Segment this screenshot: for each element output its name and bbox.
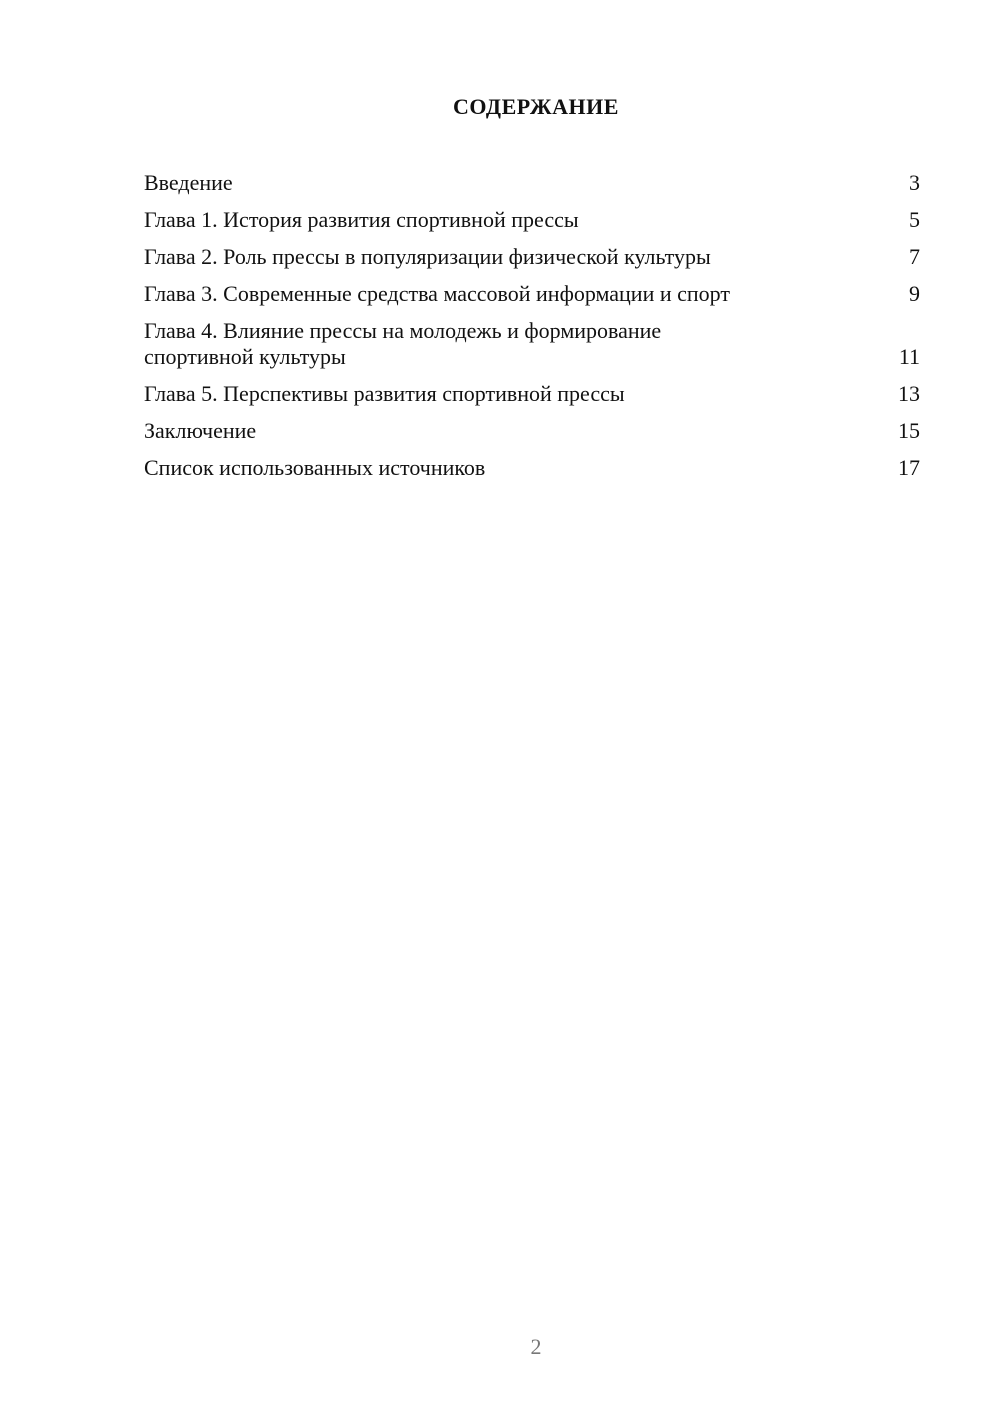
toc-entry [144,170,920,196]
toc-entry-page: 13 [898,381,920,406]
table-of-contents [144,170,920,492]
toc-entry [144,281,920,307]
toc-entry [144,418,920,444]
toc-entry-page: 17 [898,455,920,480]
toc-entry-page: 7 [909,244,920,269]
toc-entry-title: Глава 2. Роль прессы в популяризации физической культуры [144,244,711,269]
toc-entry [144,318,920,370]
toc-entry [144,381,920,407]
toc-entry-title: Введение [144,170,233,195]
toc-entry-page: 9 [909,281,920,306]
toc-entry [144,244,920,270]
page-title: СОДЕРЖАНИЕ [453,94,619,119]
page-number: 2 [530,1334,542,1359]
toc-entry-title: Глава 5. Перспективы развития спортивной прессы [144,381,625,406]
toc-entry-title: Заключение [144,418,257,443]
toc-entry [144,207,920,233]
toc-entry-page: 3 [909,170,920,195]
toc-entry-title: Список использованных источников [144,455,486,480]
toc-entry-page: 5 [909,207,920,232]
toc-entry [144,455,920,481]
toc-entry-title: Глава 1. История развития спортивной прессы [144,207,579,232]
toc-entry-title: Глава 4. Влияние прессы на молодежь и формирование спортивной культуры [144,318,662,369]
toc-entry-page: 11 [898,344,920,369]
toc-entry-title: Глава 3. Современные средства массовой информации и спорт [144,281,730,306]
toc-entry-page: 15 [898,418,920,443]
